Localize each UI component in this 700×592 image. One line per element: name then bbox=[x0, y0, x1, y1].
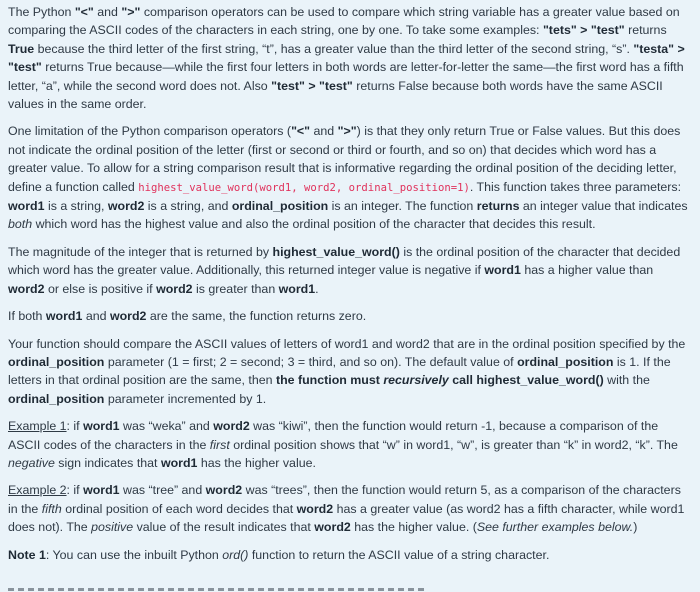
text-run: was “weka” and bbox=[119, 419, 214, 434]
bold-text: "<" bbox=[74, 5, 94, 19]
text-run: and bbox=[82, 309, 110, 324]
bold-text: word1 bbox=[83, 483, 120, 498]
bold-text: Note 1 bbox=[8, 547, 46, 562]
text-run: Your function should compare the ASCII values of letters of word1 and word2 that are in the ordinal position specified by the bbox=[8, 336, 689, 351]
text-run: sign indicates that bbox=[54, 455, 161, 470]
text-run: The magnitude of the integer that is returned by bbox=[8, 244, 273, 259]
bold-text: word2 bbox=[314, 520, 351, 535]
bold-text: word2 bbox=[109, 309, 147, 324]
bold-text: ordinal_position bbox=[8, 354, 105, 369]
bold-text: call highest_value_word() bbox=[448, 373, 604, 388]
text-run: is greater than bbox=[192, 281, 279, 296]
text-run: or else is positive if bbox=[44, 281, 157, 296]
bold-text: word1 bbox=[83, 419, 120, 434]
bold-text: word2 bbox=[205, 483, 243, 498]
text-run: has a greater value (as word2 has a fifth character, while word1 does not). The bbox=[8, 501, 688, 535]
bold-text: word1 bbox=[8, 199, 45, 214]
text-run: returns False because both words have the same ASCII values in the same order. bbox=[8, 78, 667, 112]
text-run: parameter incremented by 1. bbox=[104, 391, 267, 406]
bold-text: highest_value_word() bbox=[272, 244, 400, 259]
text-run: One limitation of the Python comparison operators ( bbox=[8, 124, 292, 139]
text-run: is a string, bbox=[44, 199, 108, 214]
italic-text: both bbox=[8, 217, 33, 232]
text-run: is an integer. The function bbox=[328, 199, 477, 214]
text-run: ) is that they only return True or False values. But this does not indicate the ordinal position of the letter (first or second or third or fourth, and so on) that decides which word has a greater value. To allow for a string comparison result that is informative regarding the ordinal position of the deciding letter, define a function called bbox=[8, 124, 684, 194]
text-run: is a string, and bbox=[144, 199, 232, 214]
code-inline: highest_value_word(word1, word2, ordinal_position=1) bbox=[138, 181, 470, 194]
paragraph bbox=[8, 307, 692, 325]
text-run: ordinal position shows that “w” in word1, “w”, is greater than “k” in word2, “k”. The bbox=[229, 437, 682, 452]
italic-text: See further examples below. bbox=[476, 520, 634, 535]
example-link[interactable]: Example 2 bbox=[8, 483, 67, 498]
bold-text: "tets" > "test" bbox=[542, 23, 625, 38]
bold-text: word2 bbox=[107, 199, 145, 214]
text-run: If both bbox=[8, 309, 46, 324]
bold-text: ordinal_position bbox=[517, 354, 614, 369]
text-run: has the higher value. bbox=[197, 455, 316, 470]
bold-text: ordinal_position bbox=[8, 391, 105, 406]
bold-text: "test" > "test" bbox=[271, 78, 353, 93]
bold-text: ordinal_position bbox=[231, 199, 329, 214]
bold-text: returns bbox=[476, 199, 520, 214]
text-run: which word has the highest value and also the ordinal position of the character that decides this result. bbox=[32, 217, 596, 232]
bold-text: word2 bbox=[213, 419, 250, 434]
bold-text: recursively bbox=[383, 373, 449, 388]
text-run: ) bbox=[633, 520, 638, 535]
bold-text: "<" bbox=[291, 124, 311, 139]
text-run: and bbox=[93, 5, 122, 19]
text-run: returns True because—while the first four letters in both words are letter-for-letter the same—the first word has a fifth letter, “a”, while the second word does not. Also bbox=[8, 60, 688, 93]
text-run: are the same, the function returns zero. bbox=[146, 309, 367, 324]
paragraph bbox=[8, 122, 692, 233]
text-run: has a higher value than bbox=[520, 263, 657, 278]
text-run: : if bbox=[66, 419, 84, 434]
paragraph bbox=[8, 243, 692, 298]
text-run: parameter (1 = first; 2 = second; 3 = third, and so on). The default value of bbox=[104, 354, 518, 369]
text-run: because the third letter of the first string, “t”, has a greater value than the third letter of the second string, “s”. bbox=[34, 41, 634, 56]
text-run: was “tree” and bbox=[119, 483, 206, 498]
text-run: with the bbox=[603, 373, 654, 388]
text-run: is the ordinal position of the character that decided which word has the greater value. Additionally, this returned integer value is negative if bbox=[8, 244, 684, 278]
bold-text: "testa" > "test" bbox=[8, 41, 689, 75]
text-run: The Python bbox=[8, 5, 75, 19]
text-run: has the higher value. ( bbox=[350, 520, 477, 535]
text-run: : You can use the inbuilt Python bbox=[45, 547, 223, 562]
bold-text: word1 bbox=[45, 309, 83, 324]
paragraph bbox=[8, 417, 692, 472]
bold-text: True bbox=[8, 41, 35, 56]
text-run: returns bbox=[624, 23, 671, 38]
text-run: comparison operators can be used to compare which string variable has a greater value based on comparing the ASCII codes of the characters in each string, one by one. To take some examples: bbox=[8, 5, 684, 38]
bold-text: word1 bbox=[278, 281, 316, 296]
text-run: : if bbox=[66, 483, 84, 498]
text-run: ordinal position of each word decides that bbox=[61, 501, 297, 516]
italic-text: first bbox=[209, 437, 230, 452]
paragraph bbox=[8, 335, 692, 409]
bold-text: word1 bbox=[160, 455, 198, 470]
text-run: an integer value that indicates bbox=[519, 199, 691, 214]
text-run: and bbox=[310, 124, 338, 139]
text-run: was “trees”, then the function would return 5, as a comparison of the characters in the bbox=[8, 483, 685, 516]
cut-off-line bbox=[8, 586, 428, 592]
bold-text: word2 bbox=[156, 281, 193, 296]
text-run: was “kiwi”, then the function would return -1, because a comparison of the ASCII codes of the characters in the bbox=[8, 419, 661, 452]
bold-text: ">" bbox=[337, 124, 357, 139]
text-run: . This function takes three parameters: bbox=[469, 179, 685, 194]
document-content bbox=[8, 3, 692, 564]
bold-text: the function must bbox=[275, 373, 384, 388]
paragraph bbox=[8, 481, 692, 536]
bold-text: word2 bbox=[8, 281, 45, 296]
text-run: function to return the ASCII value of a string character. bbox=[248, 547, 550, 562]
bold-text: word2 bbox=[296, 501, 334, 516]
bold-text: ">" bbox=[121, 5, 141, 19]
text-run: is 1. If the letters in that ordinal position are the same, then bbox=[8, 354, 675, 388]
italic-text: negative bbox=[8, 455, 55, 470]
text-run: . bbox=[315, 281, 319, 296]
italic-text: fifth bbox=[41, 501, 62, 516]
bold-text: word1 bbox=[484, 263, 521, 278]
example-link[interactable]: Example 1 bbox=[8, 419, 67, 434]
italic-text: positive bbox=[91, 520, 134, 535]
paragraph bbox=[8, 546, 692, 564]
italic-text: ord() bbox=[222, 547, 249, 562]
text-run: value of the result indicates that bbox=[133, 520, 315, 535]
paragraph bbox=[8, 3, 692, 113]
